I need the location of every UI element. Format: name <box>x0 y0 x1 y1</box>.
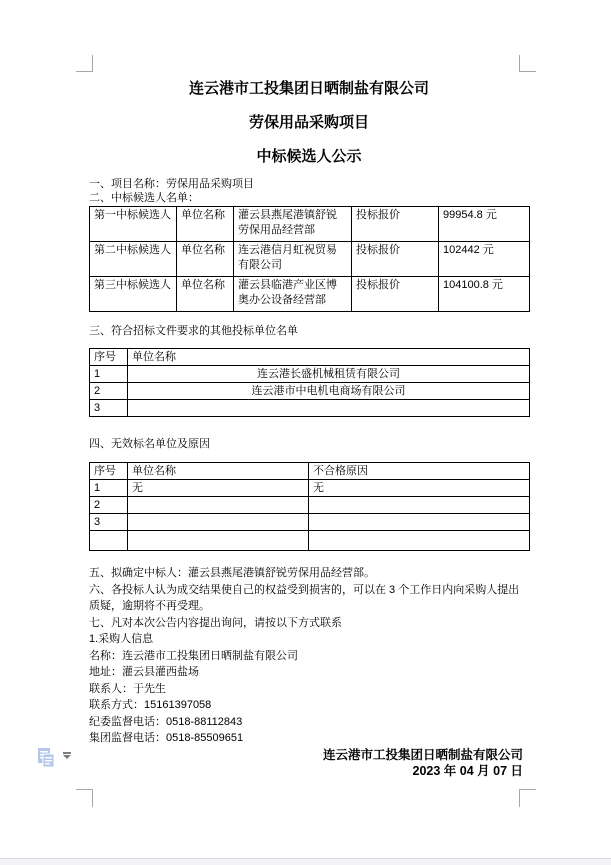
header-no: 序号 <box>90 463 128 480</box>
section-4-invalid-bids-heading: 四、无效标名单位及原因 <box>89 438 210 450</box>
signature-block <box>89 747 529 780</box>
cell-unit-name: 连云港信月虹祝贸易有限公司 <box>234 242 352 277</box>
contact-discipline-phone: 纪委监督电话：0518-88112843 <box>89 715 243 728</box>
document-body <box>89 74 529 780</box>
table-header-row <box>90 349 530 366</box>
section-2-candidates-heading: 二、中标候选人名单： <box>89 192 199 204</box>
invalid-bids-table <box>89 462 530 551</box>
doc-title-announcement: 中标候选人公示 <box>256 148 362 165</box>
cell-rank: 第三中标候选人 <box>90 277 177 312</box>
margin-crop-mark-bottom-right <box>519 789 536 807</box>
cell-reason: 无 <box>309 480 530 497</box>
cell-reason <box>309 497 530 514</box>
cell-rank: 第一中标候选人 <box>90 207 177 242</box>
table-row <box>90 400 530 417</box>
signature-company: 连云港市工投集团日晒制盐有限公司 <box>322 747 523 762</box>
cell-no: 1 <box>90 366 128 383</box>
cell-price: 104100.8 元 <box>439 277 530 312</box>
cell-price-label: 投标报价 <box>352 242 439 277</box>
table-row <box>90 366 530 383</box>
cell-price-label: 投标报价 <box>352 207 439 242</box>
table-row <box>90 383 530 400</box>
paste-options-dropdown-arrow[interactable] <box>63 755 71 759</box>
cell-unit-label: 单位名称 <box>177 242 234 277</box>
cell-unit-name: 灌云县燕尾港镇舒锐劳保用品经营部 <box>234 207 352 242</box>
header-reason: 不合格原因 <box>309 463 530 480</box>
doc-title-company: 连云港市工投集团日晒制盐有限公司 <box>188 80 429 97</box>
purchaser-contact-block <box>89 648 529 747</box>
candidates-table <box>89 206 530 312</box>
section-7-contact-heading: 七、凡对本次公告内容提出询问，请按以下方式联系 <box>89 616 342 629</box>
header-unit-name: 单位名称 <box>128 349 530 366</box>
header-unit-name: 单位名称 <box>128 463 309 480</box>
cell-no: 1 <box>90 480 128 497</box>
cell-no: 2 <box>90 383 128 400</box>
section-1-project-name: 一、项目名称：劳保用品采购项目 <box>89 178 254 190</box>
other-bidders-table <box>89 348 530 417</box>
table-row <box>90 207 530 242</box>
margin-crop-mark-top-right <box>519 55 536 72</box>
margin-crop-mark-top-left <box>76 55 93 72</box>
cell-unit-name: 灌云县临港产业区博奥办公设备经营部 <box>234 277 352 312</box>
contact-name: 名称：连云港市工投集团日晒制盐有限公司 <box>89 649 298 662</box>
header-no: 序号 <box>90 349 128 366</box>
cell-unit-name <box>128 497 309 514</box>
paste-options-dropdown-bar <box>63 752 71 754</box>
contact-group-phone: 集团监督电话：0518-85509651 <box>89 732 244 744</box>
table-row <box>90 277 530 312</box>
paste-options-icon <box>36 747 58 769</box>
cell-unit-name: 连云港长盛机械租赁有限公司 <box>128 366 530 383</box>
cell-unit-name <box>128 400 530 417</box>
table-row <box>90 514 530 531</box>
section-6-objection-notice: 六、各投标人认为成交结果使自己的权益受到损害的，可以在 3 个工作日内向采购人提出质疑，逾期将不再受理。 <box>89 583 520 612</box>
contact-person: 联系人：于先生 <box>89 682 166 695</box>
purchaser-info-heading: 1.采购人信息 <box>89 633 154 645</box>
signature-date: 2023 年 04 月 07 日 <box>412 764 523 778</box>
cell-unit-label: 单位名称 <box>177 207 234 242</box>
section-3-other-bidders-heading: 三、符合招标文件要求的其他投标单位名单 <box>89 325 298 337</box>
cell-no: 3 <box>90 514 128 531</box>
table-row <box>90 480 530 497</box>
paste-options-button[interactable] <box>36 747 76 771</box>
cell-reason <box>309 514 530 531</box>
table-row <box>90 242 530 277</box>
cell-price: 99954.8 元 <box>439 207 530 242</box>
cell-unit-name <box>128 514 309 531</box>
cell-price: 102442 元 <box>439 242 530 277</box>
page-bottom-edge <box>0 858 611 865</box>
contact-phone: 联系方式：15161397058 <box>89 699 212 711</box>
cell-unit-name <box>128 531 309 551</box>
cell-price-label: 投标报价 <box>352 277 439 312</box>
table-header-row <box>90 463 530 480</box>
doc-title-project: 劳保用品采购项目 <box>248 114 369 131</box>
cell-no: 2 <box>90 497 128 514</box>
margin-crop-mark-bottom-left <box>76 789 93 807</box>
cell-reason <box>309 531 530 551</box>
section-5-winner: 五、拟确定中标人：灌云县燕尾港镇舒锐劳保用品经营部。 <box>89 567 375 579</box>
contact-address: 地址：灌云县灌西盐场 <box>89 666 199 678</box>
cell-unit-name: 连云港市中电机电商场有限公司 <box>128 383 530 400</box>
table-row <box>90 497 530 514</box>
cell-unit-name: 无 <box>128 480 309 497</box>
cell-rank: 第二中标候选人 <box>90 242 177 277</box>
table-row <box>90 531 530 551</box>
cell-no: 3 <box>90 400 128 417</box>
cell-unit-label: 单位名称 <box>177 277 234 312</box>
cell-no <box>90 531 128 551</box>
